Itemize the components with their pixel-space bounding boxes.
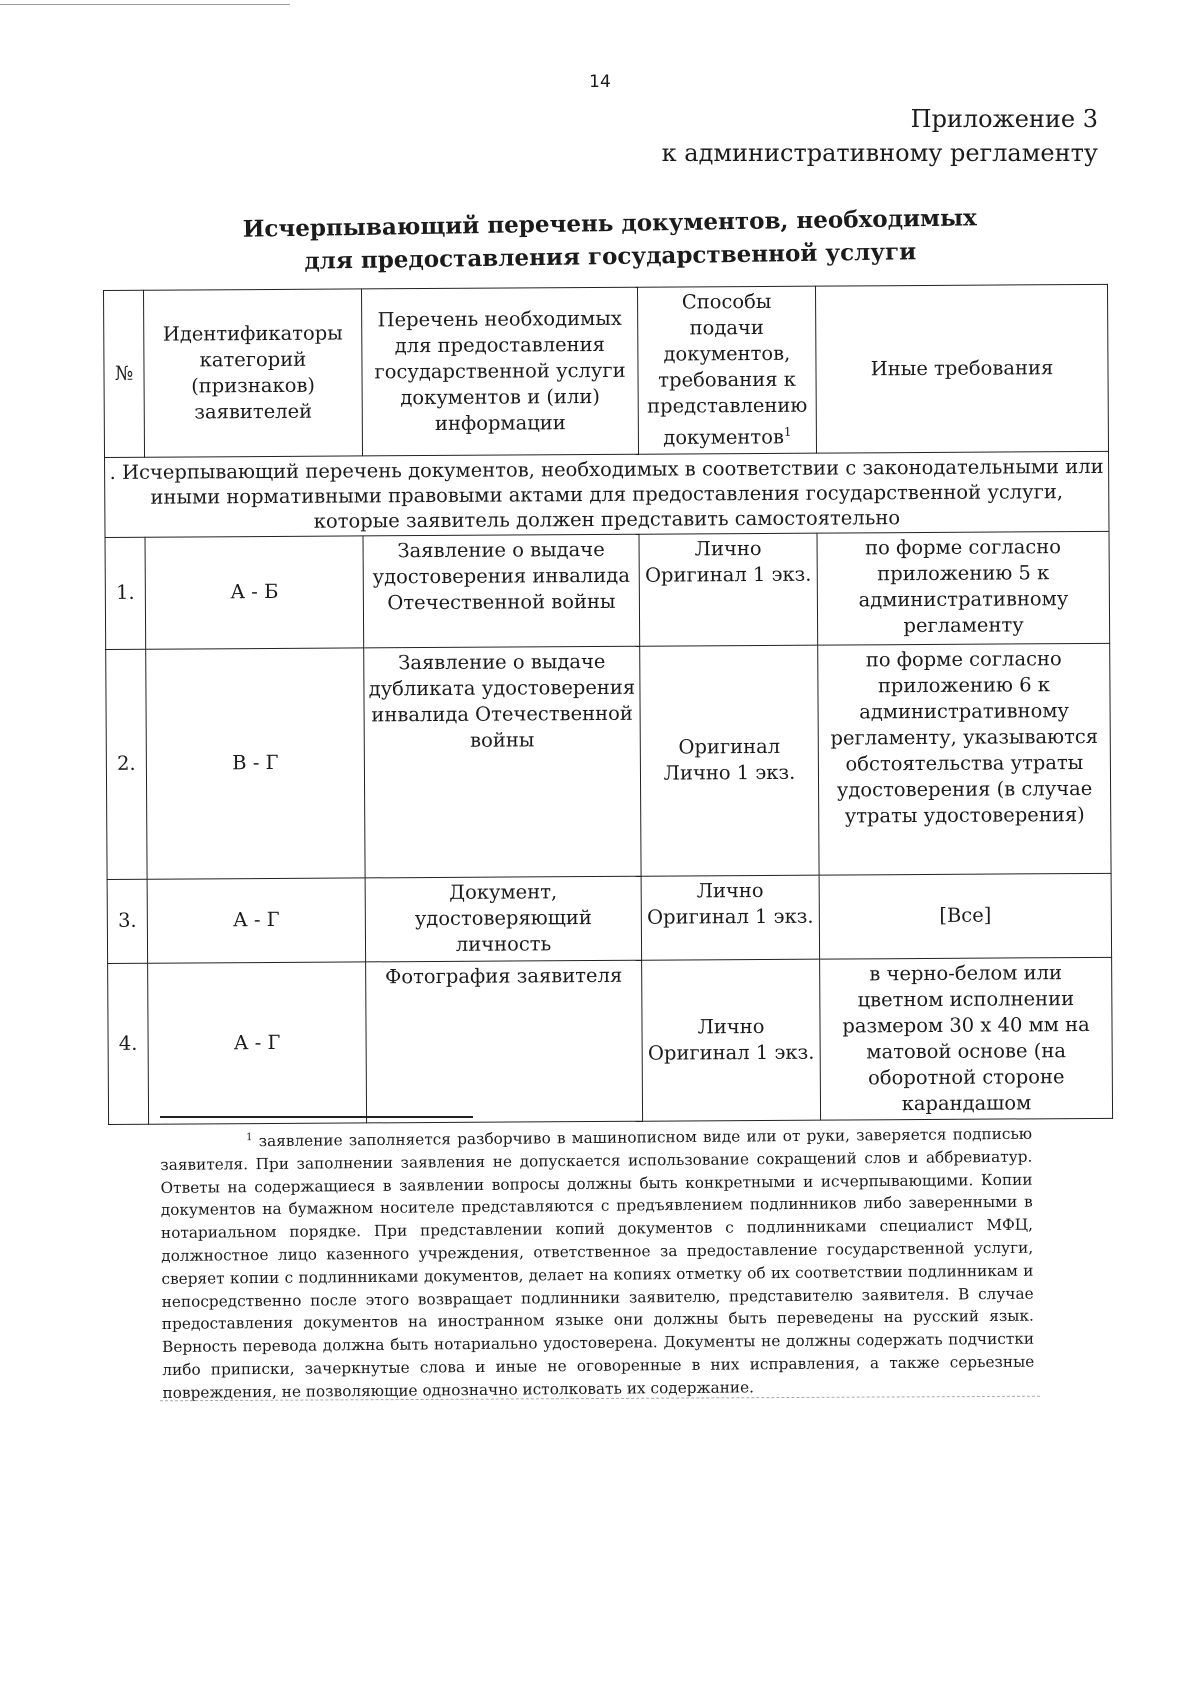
section-heading-row — [105, 451, 1109, 537]
table-row — [107, 873, 1111, 963]
row-identifiers: В - Г — [146, 647, 365, 878]
row-document: Заявление о выдаче удостоверения инвалида Отечественной войны — [363, 534, 640, 648]
table-row — [105, 531, 1110, 649]
row-document: Фотография заявителя — [366, 960, 643, 1123]
row-number: 2. — [106, 649, 147, 879]
footnote-reference: 1 — [783, 424, 792, 439]
row-number: 1. — [105, 537, 146, 649]
table-header-row — [104, 284, 1109, 457]
document-title — [150, 200, 1071, 280]
row-other-requirements: в черно-белом или цветном исполнении размером 30 х 40 мм на матовой основе (на оборотной стороне карандашом — [820, 957, 1113, 1120]
row-other-requirements: по форме согласно приложению 6 к административному регламенту, указываются обстоятельства утраты удостоверения (в случае утраты удостоверения) — [818, 643, 1111, 875]
title-line-2: для предоставления государственной услуги — [304, 238, 917, 275]
header-identifiers: Идентификаторы категорий (признаков) заявителей — [144, 289, 363, 457]
header-methods-text: Способы подачи документов, требования к представлению документов — [647, 289, 808, 450]
header-documents: Перечень необходимых для предоставления государственной услуги документов и (или) информации — [361, 287, 638, 455]
row-method: Лично Оригинал 1 экз. — [642, 959, 821, 1121]
documents-table-wrapper — [103, 284, 1113, 1125]
header-methods — [637, 286, 816, 454]
appendix-header — [662, 102, 1098, 170]
row-document: Документ, удостоверяющий личность — [365, 876, 642, 962]
row-other-requirements: по форме согласно приложению 5 к административному регламенту — [817, 531, 1110, 645]
row-identifiers: А - Б — [145, 535, 364, 648]
header-other-requirements: Иные требования — [815, 284, 1108, 452]
row-number: 4. — [108, 963, 149, 1124]
page-number: 14 — [589, 72, 611, 92]
row-number: 3. — [107, 879, 148, 963]
footnote — [160, 1120, 1035, 1405]
table-row — [108, 957, 1113, 1124]
table-row — [106, 643, 1111, 879]
row-method: Оригинал Лично 1 экз. — [640, 645, 819, 876]
footnote-separator — [160, 1116, 473, 1118]
row-method: Лично Оригинал 1 экз. — [641, 875, 820, 960]
footnote-text: заявление заполняется разборчиво в машинописном виде или от руки, заверяется подписью заявителя. При заполнении заявления не допускается использование сокращений слов и аббревиатур. Ответы на содержащиеся в заявлении вопросы должны быть конкретными и исчерпывающими. Копии документов на бумажном носителе представляются с предъявлением подлинников либо заверенными в нотариальном порядке. При представлении копий документов с подлинниками специалист МФЦ, должностное лицо казенного учреждения, ответственное за предоставление государственной услуги, сверяет копии с подлинниками документов, делает на копиях отметку об их соответствии подлинникам и непосредственно после этого возвращает подлинники заявителю, представителю заявителя. В случае предоставления документов на иностранном языке они должны быть переведены на русский язык. Верность перевода должна быть нотариально удостоверена. Документы не должны содержать подчистки либо приписки, зачеркнутые слова и иные не оговоренные в них исправления, а также серьезные повреждения, не позволяющие однозначно истолковать их содержание. — [160, 1124, 1035, 1402]
row-identifiers: А - Г — [148, 961, 367, 1123]
row-document: Заявление о выдаче дубликата удостоверения инвалида Отечественной войны — [364, 646, 641, 878]
header-number: № — [104, 290, 145, 457]
appendix-reference: к административному регламенту — [661, 139, 1098, 167]
row-identifiers: А - Г — [147, 877, 366, 962]
row-other-requirements: [Все] — [819, 873, 1112, 959]
documents-table — [103, 284, 1113, 1125]
appendix-number: Приложение 3 — [910, 105, 1098, 133]
scan-edge-line — [0, 4, 290, 5]
section-heading: . Исчерпывающий перечень документов, необходимых в соответствии с законодательными или иными нормативными правовыми актами для предоставления государственной услуги, которые заявитель должен представить самостоятельно — [105, 451, 1109, 537]
title-line-1: Исчерпывающий перечень документов, необходимых — [242, 204, 977, 243]
row-method: Лично Оригинал 1 экз. — [639, 533, 818, 646]
footnote-mark: 1 — [246, 1132, 253, 1144]
